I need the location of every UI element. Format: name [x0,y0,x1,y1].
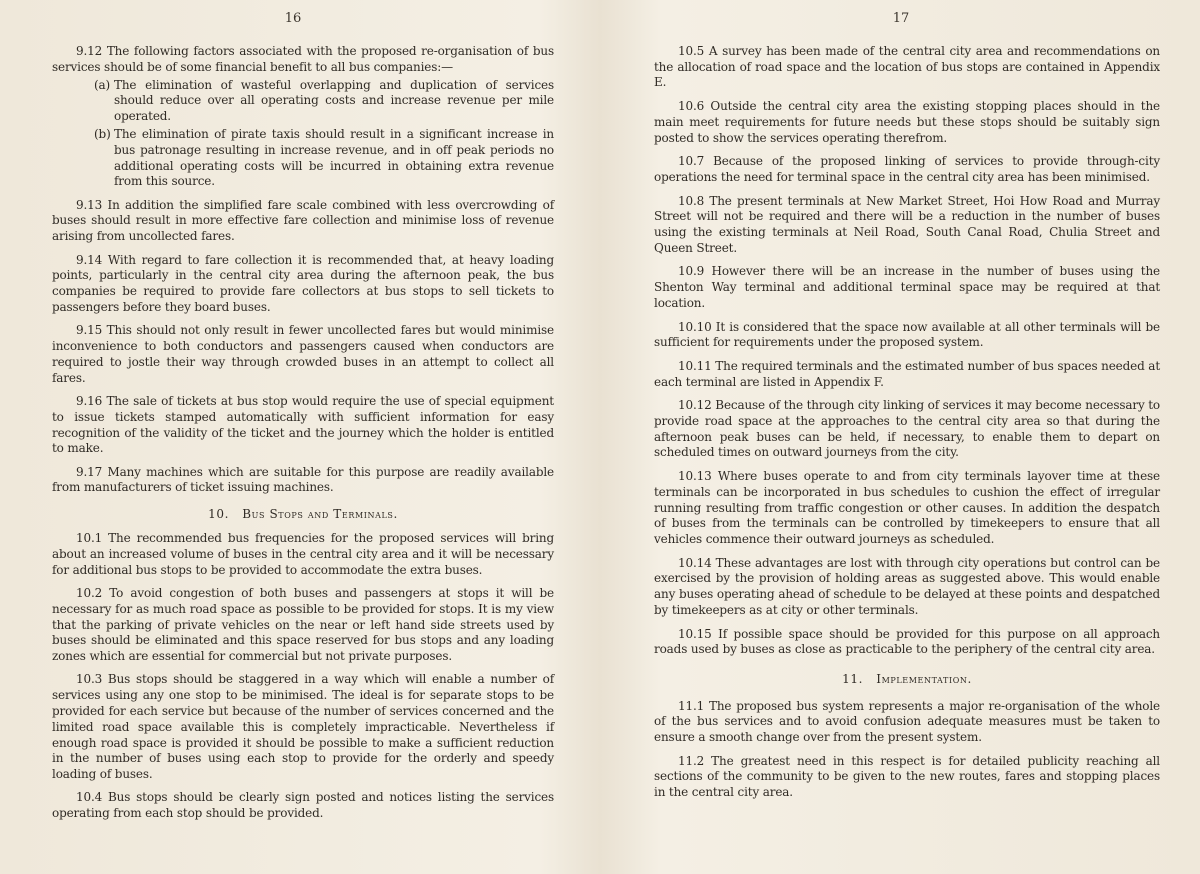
sub-item-a-label: (a) [94,77,111,92]
paragraph-9-17: 9.17 Many machines which are suitable for this purpose are readily available from manufacturers of ticket issuing machines. [52,464,554,495]
paragraph-9-12: 9.12 The following factors associated with the proposed re-organisation of bus services should be of some financial benefit to all bus companies:— [52,44,554,74]
paragraph-9-14: 9.14 With regard to fare collection it is recommended that, at heavy loading points, particularly in the central city area during the afternoon peak, the bus companies be required to provide fare collectors at bus stops to sell tickets to passengers before they board buses. [52,252,554,314]
paragraph-10-12: 10.12 Because of the through city linking of services it may become necessary to provide road space at the approaches to the central city area so that during the afternoon peak buses can be held, if necessary, to enable them to depart on scheduled times on outward journeys from the city. [654,398,1160,460]
paragraph-10-14: 10.14 These advantages are lost with through city operations but control can be exercised by the provision of holding areas as suggested above. This would enable any buses operating ahead of schedule to be delayed at these points and despatched by timekeepers as at city or other terminals. [654,555,1160,617]
paragraph-9-15: 9.15 This should not only result in fewer uncollected fares but would minimise inconvenience to both conductors and passengers caused when conductors are required to jostle their way through crowded buses in an attempt to collect all fares. [52,323,554,385]
paragraph-9-16: 9.16 The sale of tickets at bus stop would require the use of special equipment to issue tickets stamped automatically with sufficient information for easy recognition of the validity of the ticket and the journey which the holder is entitled to make. [52,393,554,456]
paragraph-10-4: 10.4 Bus stops should be clearly sign posted and notices listing the services operating from each stop should be provided. [52,790,554,821]
paragraph-11-1: 11.1 The proposed bus system represents a major re-organisation of the whole of the bus services and to avoid confusion adequate measures must be taken to ensure a smooth change over from the present system. [654,698,1160,745]
section-heading-number: 10. [208,507,229,522]
right-page [600,0,1200,874]
paragraph-10-5: 10.5 A survey has been made of the central city area and recommendations on the allocation of road space and the location of bus stops are contained in Appendix E. [654,44,1160,90]
sub-item-a-text: The elimination of wasteful overlapping and duplication of services should reduce over all operating costs and increase revenue per mile operated. [114,77,554,124]
paragraph-10-3: 10.3 Bus stops should be staggered in a way which will enable a number of services using any one stop to be minimised. The ideal is for separate stops to be provided for each service but because of the number of services concerned and the limited road space available this is completely impracticable. Nevertheless if enough road space is provided it should be possible to make a sufficient reduction in the number of buses using each stop to provide for the orderly and speedy loading of buses. [52,672,554,782]
section-heading-number: 11. [842,671,864,686]
page-number: 16 [284,11,302,26]
section-heading-title: Implementation. [876,671,972,686]
sub-item-a [52,78,554,125]
paragraph-10-7: 10.7 Because of the proposed linking of services to provide through-city operations the need for terminal space in the central city area has been minimised. [654,154,1160,184]
paragraph-10-8: 10.8 The present terminals at New Market Street, Hoi How Road and Murray Street will not be required and there will be a reduction in the number of buses using the existing terminals at Neil Road, South Canal Road, Chulia Street and Queen Street. [654,193,1160,255]
section-heading-11 [654,672,1160,688]
paragraph-10-2: 10.2 To avoid congestion of both buses and passengers at stops it will be necessary for as much road space as possible to be provided for stops. It is my view that the parking of private vehicles on the near or left hand side streets used by buses should be eliminated and this space reserved for bus stops and any loading zones which are essential for commercial but not private purposes. [52,585,554,664]
sub-item-b-label: (b) [94,126,111,141]
sub-item-b [52,127,554,190]
paragraph-10-13: 10.13 Where buses operate to and from city terminals layover time at these terminals can be incorporated in bus schedules to cushion the effect of irregular running resulting from traffic congestion or other causes. In addition the despatch of buses from the terminals can be controlled by timekeepers to ensure that all vehicles commence their outward journeys as scheduled. [654,469,1160,546]
paragraph-11-2: 11.2 The greatest need in this respect is for detailed publicity reaching all sections of the community to be given to the new routes, fares and stopping places in the central city area. [654,753,1160,800]
paragraph-10-1: 10.1 The recommended bus frequencies for the proposed services will bring about an increased volume of buses in the central city area and it will be necessary for additional bus stops to be provided to accommodate the extra buses. [52,531,554,577]
paragraph-9-13: 9.13 In addition the simplified fare scale combined with less overcrowding of buses should result in more effective fare collection and minimise loss of revenue arising from uncollected fares. [52,197,554,244]
page-number: 17 [892,11,910,26]
section-heading-10 [52,507,554,523]
paragraph-10-6: 10.6 Outside the central city area the existing stopping places should in the main meet requirements for future needs but these stops should be suitably sign posted to show the services operating therefrom. [654,99,1160,145]
paragraph-10-10: 10.10 It is considered that the space now available at all other terminals will be sufficient for requirements under the proposed system. [654,319,1160,350]
paragraph-10-9: 10.9 However there will be an increase in the number of buses using the Shenton Way terminal and additional terminal space may be required at that location. [654,264,1160,310]
section-heading-title: Bus Stops and Terminals. [242,507,398,522]
paragraph-10-15: 10.15 If possible space should be provided for this purpose on all approach roads used by buses as close as practicable to the periphery of the central city area. [654,626,1160,657]
sub-item-b-text: The elimination of pirate taxis should result in a significant increase in bus patronage resulting in increase revenue, and in off peak periods no additional operating costs will be incurred in obtaining extra revenue from this source. [114,126,554,189]
paragraph-10-11: 10.11 The required terminals and the estimated number of bus spaces needed at each terminal are listed in Appendix F. [654,358,1160,389]
